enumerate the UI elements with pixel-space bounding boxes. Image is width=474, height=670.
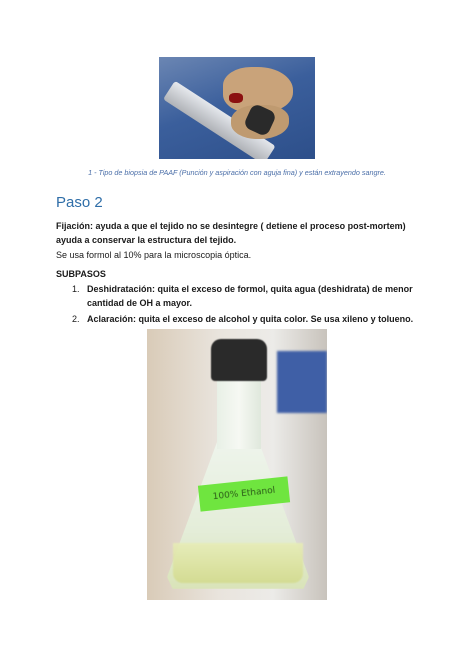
list-number: 2. bbox=[72, 314, 80, 324]
biopsy-photo bbox=[159, 57, 315, 159]
flask-photo bbox=[147, 329, 327, 600]
subpasos-list bbox=[56, 282, 416, 310]
list-number: 1. bbox=[72, 284, 80, 294]
formol-paragraph: Se usa formol al 10% para la microscopia óptica. bbox=[56, 250, 252, 260]
list-item bbox=[56, 312, 416, 326]
subpasos-title: SUBPASOS bbox=[56, 269, 106, 279]
flask-cap-shape bbox=[211, 339, 267, 381]
fijacion-paragraph: Fijación: ayuda a que el tejido no se desintegre ( detiene el proceso post-mortem) ayuda a conservar la estructura del tejido. bbox=[56, 221, 406, 245]
section-heading: Paso 2 bbox=[56, 194, 103, 211]
list-text: Aclaración: quita el exceso de alcohol y quita color. Se usa xileno y tolueno. bbox=[87, 314, 414, 324]
subpasos-list-2 bbox=[56, 312, 416, 326]
flask-label: 100% Ethanol bbox=[198, 476, 290, 511]
blood-sample-shape bbox=[229, 93, 243, 103]
background-object-shape bbox=[277, 351, 327, 413]
list-item bbox=[56, 282, 416, 310]
liquid-shape bbox=[173, 543, 303, 583]
list-text: Deshidratación: quita el exceso de formol, quita agua (deshidrata) de menor cantidad de OH a mayor. bbox=[87, 284, 413, 308]
figure-caption: 1 - Tipo de biopsia de PAAF (Punción y aspiración con aguja fina) y están extrayendo sangre. bbox=[88, 168, 386, 177]
flask-neck-shape bbox=[217, 379, 261, 449]
